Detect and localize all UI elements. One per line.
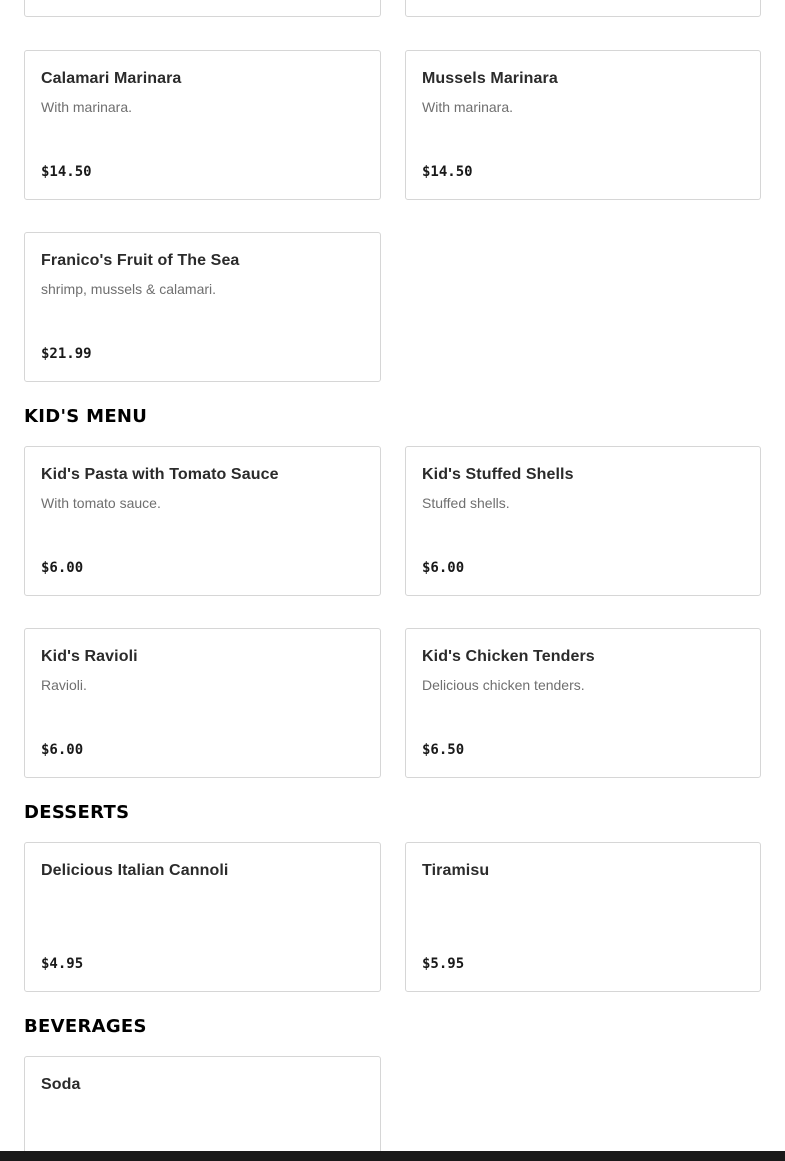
menu-item-name: Kid's Stuffed Shells [422,466,574,483]
menu-item-name: Kid's Pasta with Tomato Sauce [41,466,279,483]
menu-item-name: Tiramisu [422,862,490,879]
menu-item-card[interactable] [24,232,381,382]
menu-item-card-partial[interactable] [405,0,761,17]
menu-item-card[interactable] [24,842,381,992]
menu-item-name: Delicious Italian Cannoli [41,862,229,879]
menu-item-price: $21.99 [41,346,92,362]
menu-item-name: Calamari Marinara [41,70,182,87]
bottom-bar [0,1151,785,1161]
menu-item-card[interactable] [405,446,761,596]
menu-item-card[interactable] [24,628,381,778]
menu-item-card[interactable] [405,628,761,778]
menu-item-name: Kid's Chicken Tenders [422,648,595,665]
menu-item-price: $6.50 [422,742,465,758]
menu-item-description: Delicious chicken tenders. [422,677,585,693]
menu-item-description: With tomato sauce. [41,495,161,511]
menu-item-price: $14.50 [41,164,92,180]
menu-item-price: $5.95 [422,956,465,972]
menu-item-card[interactable] [405,842,761,992]
menu-item-name: Kid's Ravioli [41,648,138,665]
menu-item-description: Stuffed shells. [422,495,510,511]
menu-item-description: With marinara. [41,99,133,115]
section-title-beverages: BEVERAGES [24,1016,147,1037]
menu-item-price: $14.50 [422,164,473,180]
menu-item-card-partial[interactable] [24,0,381,17]
section-title-desserts: DESSERTS [24,802,130,823]
section-title-kids-menu: KID'S MENU [24,406,148,427]
menu-item-price: $4.95 [41,956,84,972]
menu-item-price: $6.00 [422,560,465,576]
menu-item-card[interactable] [24,1056,381,1161]
menu-item-price: $6.00 [41,742,84,758]
menu-item-card[interactable] [24,50,381,200]
menu-item-description: With marinara. [422,99,514,115]
menu-item-price: $6.00 [41,560,84,576]
menu-item-description: shrimp, mussels & calamari. [41,281,217,297]
menu-item-card[interactable] [24,446,381,596]
menu-item-name: Franico's Fruit of The Sea [41,252,240,269]
menu-item-description: Ravioli. [41,677,87,693]
menu-item-card[interactable] [405,50,761,200]
menu-item-name: Mussels Marinara [422,70,558,87]
menu-item-name: Soda [41,1076,81,1093]
